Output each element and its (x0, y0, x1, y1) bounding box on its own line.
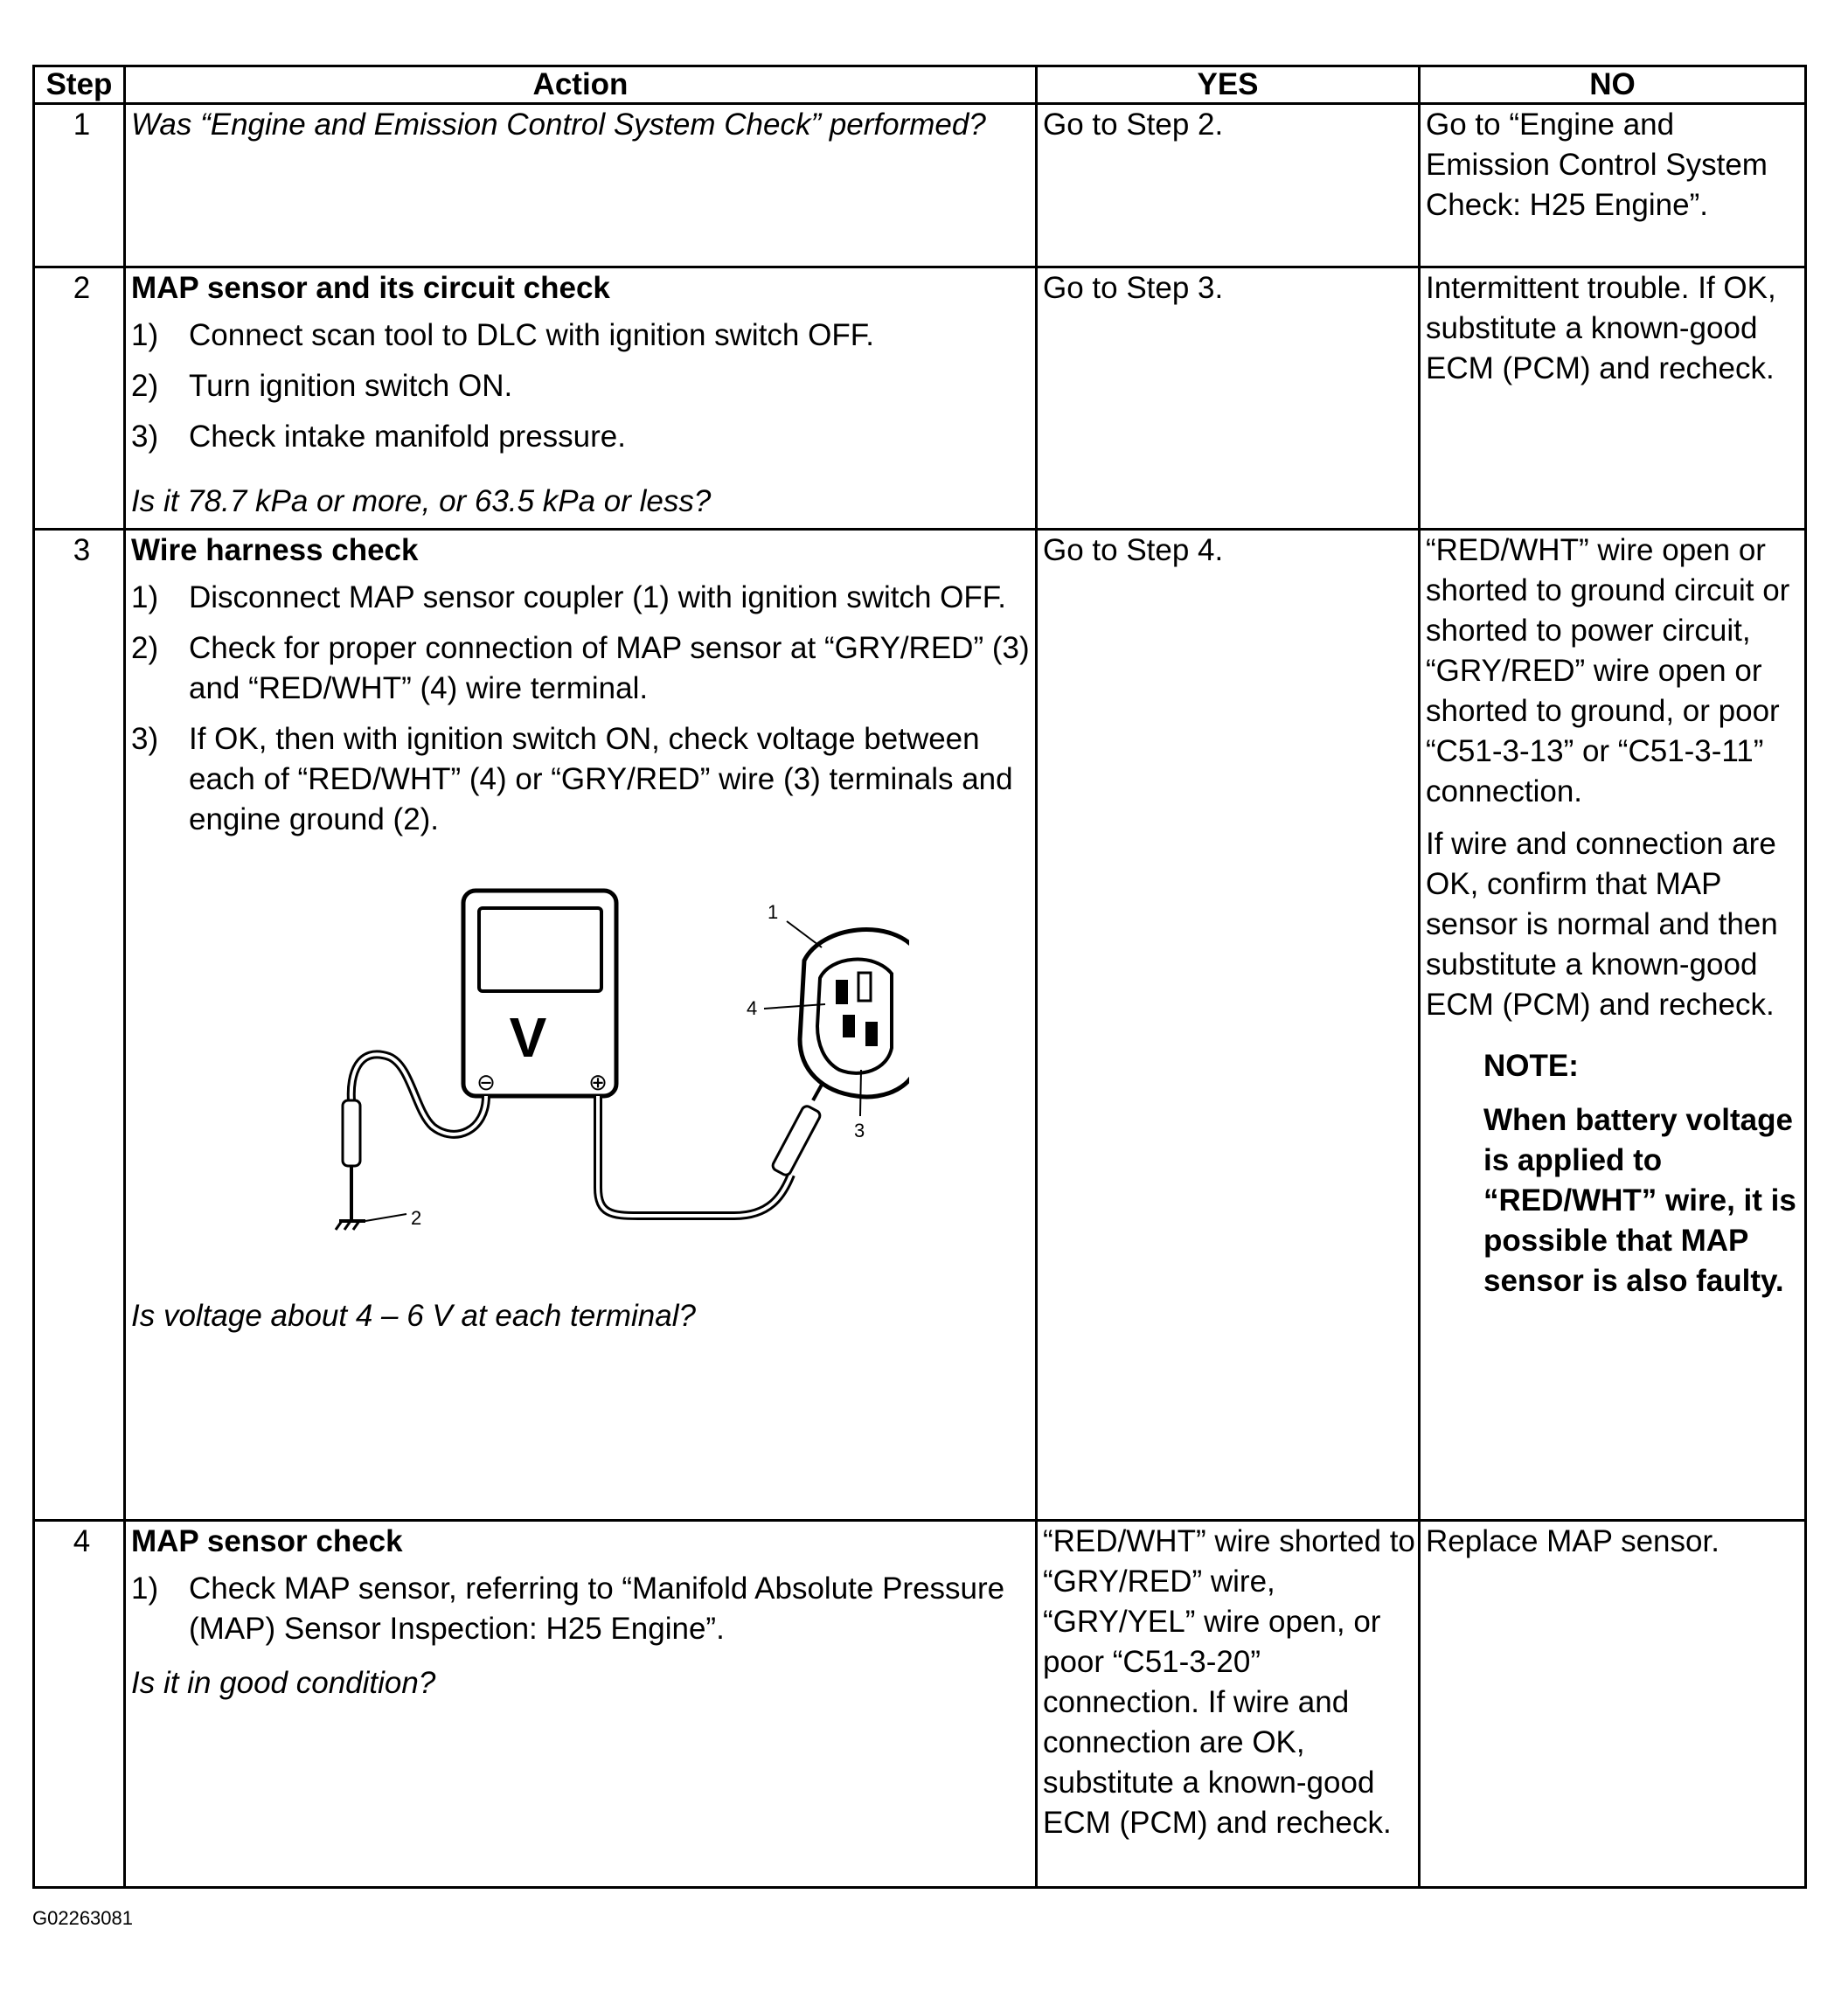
note-block (1483, 1046, 1804, 1301)
map-sensor-coupler-icon (800, 930, 909, 1097)
yes-cell: Go to Step 4. (1037, 530, 1420, 1521)
substep-number: 3) (131, 420, 159, 454)
callout-1: 1 (768, 901, 779, 923)
step-number: 3 (34, 530, 125, 1521)
substep (131, 316, 1035, 356)
substep (131, 628, 1035, 709)
plus-terminal-symbol: ⊕ (588, 1070, 608, 1096)
substep-number: 1) (131, 580, 159, 614)
substep-text: Disconnect MAP sensor coupler (1) with ignition switch OFF. (189, 580, 1006, 614)
voltmeter-connector-illustration (245, 882, 909, 1266)
substep-list (131, 1569, 1035, 1649)
no-cell: Replace MAP sensor. (1420, 1521, 1806, 1888)
substep-number: 2) (131, 369, 159, 403)
step-question: Is it in good condition? (131, 1666, 436, 1700)
header-action: Action (125, 66, 1037, 104)
substep (131, 1569, 1035, 1649)
substep-text: Check intake manifold pressure. (189, 420, 626, 454)
header-step: Step (34, 66, 125, 104)
substep-number: 3) (131, 722, 159, 756)
no-cell: Intermittent trouble. If OK, substitute a known-good ECM (PCM) and recheck. (1420, 267, 1806, 530)
table-row-step-4 (34, 1521, 1806, 1888)
substep-text: If OK, then with ignition switch ON, check voltage between each of “RED/WHT” (4) or “GRY/RED” wire (3) terminals and engine ground (2). (189, 722, 1013, 836)
step-title: MAP sensor and its circuit check (131, 271, 610, 305)
substep-text: Check for proper connection of MAP sensor at “GRY/RED” (3) and “RED/WHT” (4) wire terminal. (189, 631, 1030, 705)
step-question: Was “Engine and Emission Control System Check” performed? (131, 108, 986, 142)
no-result-followup: If wire and connection are OK, confirm that MAP sensor is normal and then substitute a known-good ECM (PCM) and recheck. (1426, 827, 1778, 1022)
step-question: Is voltage about 4 – 6 V at each terminal? (131, 1299, 696, 1333)
yes-cell: Go to Step 2. (1037, 104, 1420, 267)
minus-terminal-symbol: ⊖ (476, 1070, 496, 1096)
substep (131, 578, 1035, 618)
no-result-text: “RED/WHT” wire open or shorted to ground circuit or shorted to power circuit, “GRY/RED” wire open or shorted to ground, or poor “C51-3-13” or “C51-3-11” connection. (1426, 533, 1790, 808)
step-title: MAP sensor check (131, 1524, 403, 1558)
substep-list (131, 316, 1035, 457)
action-cell (125, 530, 1037, 1521)
substep (131, 719, 1035, 840)
substep (131, 417, 1035, 457)
substep-number: 1) (131, 1571, 159, 1606)
substep-number: 1) (131, 318, 159, 352)
substep (131, 366, 1035, 406)
table-header-row (34, 66, 1806, 104)
no-cell (1420, 530, 1806, 1521)
table-row-step-3 (34, 530, 1806, 1521)
header-no: NO (1420, 66, 1806, 104)
callout-3: 3 (854, 1120, 865, 1141)
substep-list (131, 578, 1035, 840)
action-cell (125, 104, 1037, 267)
diagnostic-table (32, 65, 1807, 1889)
note-title: NOTE: (1483, 1049, 1579, 1083)
callout-2: 2 (411, 1207, 422, 1229)
yes-cell: Go to Step 3. (1037, 267, 1420, 530)
step-number: 1 (34, 104, 125, 267)
action-cell (125, 1521, 1037, 1888)
no-cell: Go to “Engine and Emission Control System Check: H25 Engine”. (1420, 104, 1806, 267)
step-number: 4 (34, 1521, 125, 1888)
step-question: Is it 78.7 kPa or more, or 63.5 kPa or less? (131, 484, 712, 518)
voltmeter-symbol: V (509, 1006, 547, 1069)
substep-number: 2) (131, 631, 159, 665)
voltmeter-icon (463, 891, 616, 1096)
table-row-step-1 (34, 104, 1806, 267)
yes-cell: “RED/WHT” wire shorted to “GRY/RED” wire, “GRY/YEL” wire open, or poor “C51-3-20” connection. If wire and connection are OK, substitute a known-good ECM (PCM) and recheck. (1037, 1521, 1420, 1888)
voltmeter-diagram (131, 882, 1035, 1284)
header-yes: YES (1037, 66, 1420, 104)
step-title: Wire harness check (131, 533, 419, 567)
callout-4: 4 (747, 997, 758, 1019)
substep-text: Connect scan tool to DLC with ignition switch OFF. (189, 318, 874, 352)
note-text: When battery voltage is applied to “RED/WHT” wire, it is possible that MAP sensor is also faulty. (1483, 1103, 1796, 1298)
substep-text: Check MAP sensor, referring to “Manifold Absolute Pressure (MAP) Sensor Inspection: H25 Engine”. (189, 1571, 1005, 1646)
document-reference-code: G02263081 (32, 1907, 133, 1929)
step-number: 2 (34, 267, 125, 530)
action-cell (125, 267, 1037, 530)
table-row-step-2 (34, 267, 1806, 530)
substep-text: Turn ignition switch ON. (189, 369, 513, 403)
